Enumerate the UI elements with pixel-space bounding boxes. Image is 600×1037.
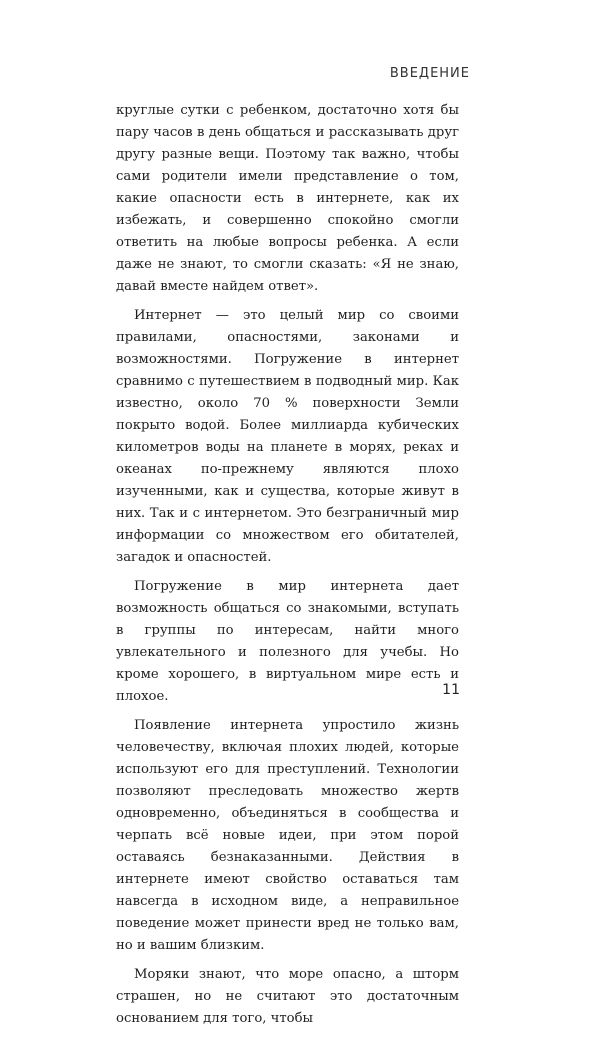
paragraph-5: Моряки знают, что море опасно, а шторм страшен, но не считают это достаточным основанием для того, чтобы <box>116 967 459 1026</box>
running-header: ВВЕДЕНИЕ <box>389 66 470 81</box>
paragraph-1: круглые сутки с ребенком, достаточно хотя бы пару часов в день общаться и рассказывать друг другу разные вещи. Поэтому так важно, чтобы сами родители имели представление о том, какие опасности есть в интернете, как их избежать, и совершенно спокойно смогли ответить на любые вопросы ребенка. А если даже не знают, то смогли сказать: «Я не знаю, давай вместе найдем ответ». <box>116 103 459 294</box>
paragraph-3: Погружение в мир интернета дает возможность общаться со знакомыми, вступать в группы по интересам, найти много увлекательного и полезного для учебы. Но кроме хорошего, в виртуальном мире есть и плохое. <box>116 579 459 704</box>
paragraph-4: Появление интернета упростило жизнь человечеству, включая плохих людей, которые используют его для преступлений. Технологии позволяют преследовать множество жертв одновременно, объединяться в сообщества и черпать всё новые идеи, при этом порой оставаясь безнаказанными. Действия в интернете имеют свойство оставаться там навсегда в исходном виде, а неправильное поведение может принести вред не только вам, но и вашим близким. <box>116 718 459 953</box>
page-number: 11 <box>442 682 460 698</box>
paragraph-2: Интернет — это целый мир со своими правилами, опасностями, законами и возможностями. Погружение в интернет сравнимо с путешествием в подводный мир. Как известно, около 70 % поверхности Земли покрыто водой. Более миллиарда кубических километров воды на планете в морях, реках и океанах по-прежнему являются плохо изученными, как и существа, которые живут в них. Так и с интернетом. Это безграничный мир информации со множеством его обитателей, загадок и опасностей. <box>116 308 459 565</box>
body-text <box>116 100 459 1037</box>
